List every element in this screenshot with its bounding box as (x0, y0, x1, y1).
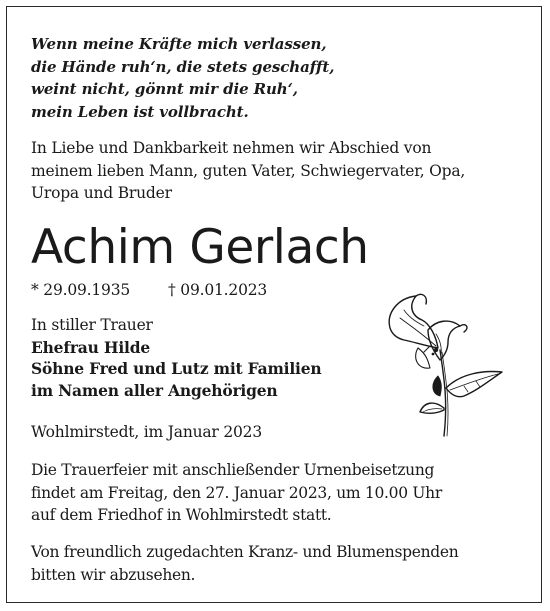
life-dates (31, 279, 267, 301)
calla-lily-icon (378, 288, 508, 438)
intro-text (31, 137, 465, 205)
funeral-line: auf dem Friedhof in Wohlmirstedt statt. (31, 506, 332, 524)
mourner-line: Söhne Fred und Lutz mit Familien (31, 359, 322, 378)
mourners-heading: In stiller Trauer (31, 316, 153, 334)
funeral-line: Die Trauerfeier mit anschließender Urnenbeisetzung (31, 461, 435, 479)
poem-line: die Hände ruh‘n, die stets geschafft, (31, 57, 335, 76)
intro-line: Uropa und Bruder (31, 184, 172, 202)
intro-line: In Liebe und Dankbarkeit nehmen wir Abschied von (31, 139, 432, 157)
poem-line: weint nicht, gönnt mir die Ruh‘, (31, 80, 298, 98)
mourner-line: Ehefrau Hilde (31, 337, 151, 357)
flowers-line: Von freundlich zugedachten Kranz- und Blumenspenden (31, 543, 459, 561)
mourner-line: im Namen aller Angehörigen (31, 380, 278, 400)
poem-line: mein Leben ist vollbracht. (31, 102, 249, 121)
poem-line: Wenn meine Kräfte mich verlassen, (31, 35, 327, 53)
flowers-note (31, 541, 458, 586)
deceased-name: Achim Gerlach (31, 220, 369, 275)
flowers-line: bitten wir abzusehen. (31, 565, 196, 584)
birth-date: * 29.09.1935 (31, 281, 131, 299)
funeral-info (31, 459, 442, 527)
intro-line: meinem lieben Mann, guten Vater, Schwiegervater, Opa, (31, 161, 466, 180)
place-and-date: Wohlmirstedt, im Januar 2023 (31, 423, 263, 441)
death-date: † 09.01.2023 (168, 281, 268, 299)
funeral-line: findet am Freitag, den 27. Januar 2023, um 10.00 Uhr (31, 483, 442, 502)
mourners (31, 315, 321, 401)
poem (31, 33, 334, 123)
